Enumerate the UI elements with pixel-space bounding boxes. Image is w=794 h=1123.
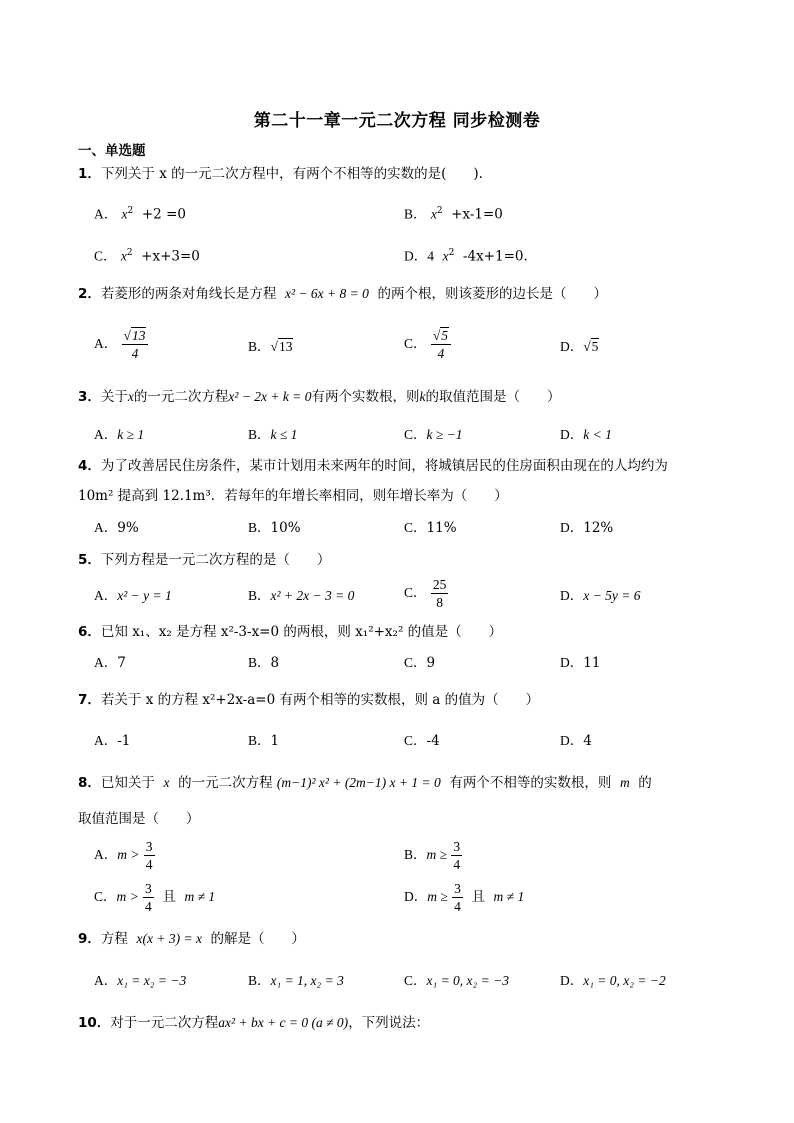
question-1: [78, 164, 483, 184]
fraction: $\frac{√5}{4}$: [431, 327, 451, 362]
q7-option-b[interactable]: B．1: [248, 733, 280, 749]
question-5: 5．下列方程是一元二次方程的是（ ）: [78, 552, 331, 568]
q5-option-c[interactable]: C． $\frac{25}{8}$: [404, 577, 447, 610]
q2-option-b[interactable]: B．√13: [248, 337, 293, 357]
q9-option-a[interactable]: A．x₁ = x₂ = −3: [94, 973, 187, 988]
question-stem: 下列关于 x 的一元二次方程中，有两个不相等的实数的是( ).: [100, 166, 483, 182]
q6-option-c[interactable]: C．9: [404, 655, 436, 671]
q3-option-c[interactable]: C．k ≥ −1: [404, 427, 463, 442]
q3-option-b[interactable]: B．k ≤ 1: [248, 427, 298, 442]
question-4-line-2: 10m² 提高到 12.1m³．若每年的年增长率相同，则年增长率为（ ）: [78, 488, 508, 504]
question-7: 7．若关于 x 的方程 x²+2x-a=0 有两个相等的实数根，则 a 的值为（ ）: [78, 692, 540, 708]
q1-option-a[interactable]: A． $x^2 +2 =0$: [94, 206, 186, 223]
q9-option-c[interactable]: C．x₁ = 0, x₂ = −3: [404, 973, 509, 988]
q6-option-b[interactable]: B．8: [248, 655, 280, 671]
q5-option-a[interactable]: A．x² − y = 1: [94, 588, 172, 603]
q8-option-a[interactable]: A．m > $\frac{3}{4}$: [94, 839, 153, 872]
q1-option-b[interactable]: B． $x^2 +x-1=0$: [404, 206, 503, 223]
q5-option-b[interactable]: B．x² + 2x − 3 = 0: [248, 588, 355, 603]
q1-option-d[interactable]: D．4 $x^2$ -4x+1=0.: [404, 248, 528, 265]
q7-option-d[interactable]: D．4: [560, 733, 592, 749]
q4-option-a[interactable]: A．9%: [94, 520, 139, 536]
question-2: 2．若菱形的两条对角线长是方程 x² − 6x + 8 = 0 的两个根，则该菱形的边长是（ ）: [78, 286, 607, 302]
q8-option-d[interactable]: D．m ≥ $\frac{3}{4}$ 且 m ≠ 1: [404, 881, 525, 914]
q8-option-c[interactable]: C．m > $\frac{3}{4}$ 且 m ≠ 1: [94, 881, 216, 914]
section-heading: 一、单选题: [78, 143, 146, 159]
equation: x² − 6x + 8 = 0: [285, 286, 369, 301]
question-9: 9．方程 x(x + 3) = x 的解是（ ）: [78, 931, 306, 947]
question-8: 8．已知关于 x 的一元二次方程 (m−1)² x² + (2m−1) x + 1 = 0 有两个不相等的实数根，则 m 的: [78, 775, 652, 791]
q6-option-d[interactable]: D．11: [560, 655, 601, 671]
q2-option-a[interactable]: A． $\frac{√13}{4}$: [94, 327, 148, 362]
fraction: $\frac{√13}{4}$: [122, 327, 149, 362]
q4-option-c[interactable]: C．11%: [404, 520, 457, 536]
q1-option-c[interactable]: C． $x^2 +x+3=0$: [94, 248, 200, 265]
q3-option-a[interactable]: A．k ≥ 1: [94, 427, 145, 442]
q4-option-d[interactable]: D．12%: [560, 520, 614, 536]
q9-option-b[interactable]: B．x₁ = 1, x₂ = 3: [248, 973, 344, 988]
q5-option-d[interactable]: D．x − 5y = 6: [560, 588, 641, 603]
q7-option-a[interactable]: A．-1: [94, 733, 131, 749]
fraction: $\frac{25}{8}$: [432, 577, 447, 610]
question-8-line-2: 取值范围是（ ）: [78, 811, 200, 827]
q8-option-b[interactable]: B．m ≥ $\frac{3}{4}$: [404, 839, 461, 872]
question-10: 10．对于一元二次方程ax² + bx + c = 0 (a ≠ 0)，下列说法：: [78, 1015, 430, 1031]
q3-option-d[interactable]: D．k < 1: [560, 427, 612, 442]
question-4: 4．为了改善居民住房条件，某市计划用未来两年的时间，将城镇居民的住房面积由现在的人均约为: [78, 458, 668, 474]
q2-option-d[interactable]: D．√5: [560, 337, 599, 357]
page-title: 第二十一章一元二次方程 同步检测卷: [253, 111, 541, 131]
sqrt: √13: [270, 339, 293, 354]
q9-option-d[interactable]: D．x₁ = 0, x₂ = −2: [560, 973, 666, 988]
question-3: 3．关于x的一元二次方程x² − 2x + k = 0有两个实数根，则k的取值范围是（ ）: [78, 389, 561, 405]
sqrt: √5: [583, 339, 599, 354]
q6-option-a[interactable]: A．7: [94, 655, 126, 671]
q7-option-c[interactable]: C．-4: [404, 733, 440, 749]
q4-option-b[interactable]: B．10%: [248, 520, 301, 536]
q2-option-c[interactable]: C． $\frac{√5}{4}$: [404, 327, 451, 362]
question-6: 6．已知 x₁、x₂ 是方程 x²-3-x=0 的两根，则 x₁²+x₂² 的值是（ ）: [78, 624, 503, 640]
question-number: 1．: [78, 166, 101, 182]
